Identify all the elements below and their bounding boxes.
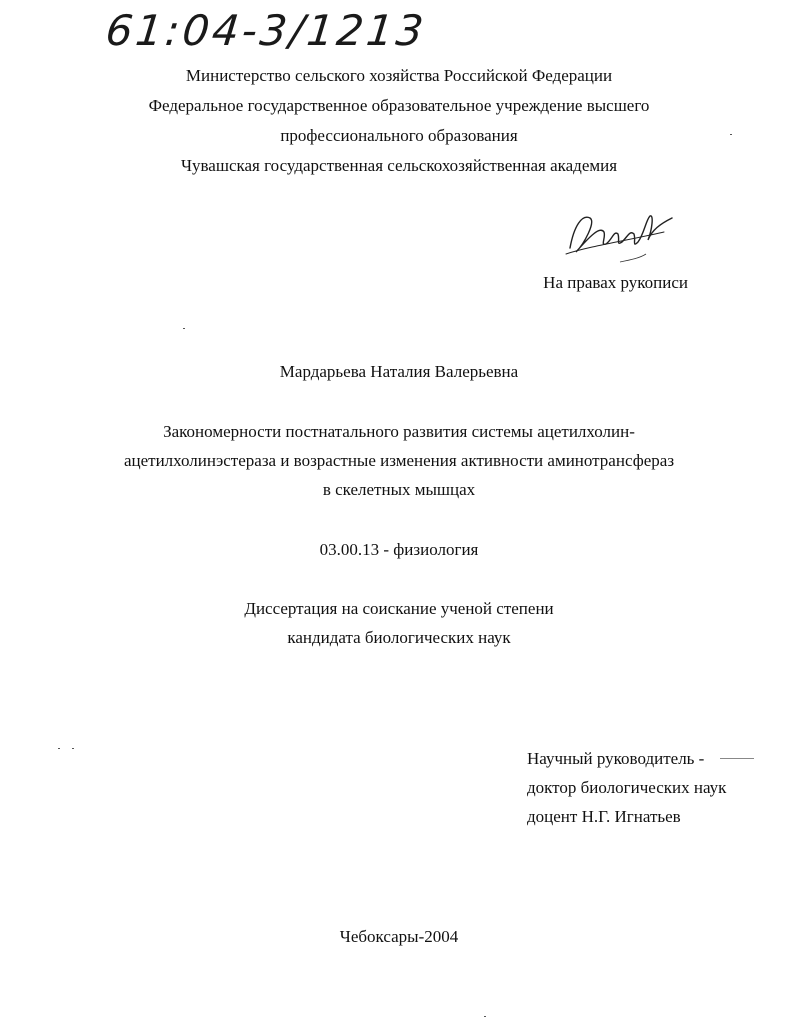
title-line-1: Закономерности постнатального развития системы ацетилхолин- — [163, 422, 635, 441]
author-signature — [560, 196, 680, 268]
place-year: Чебоксары-2004 — [339, 927, 459, 946]
scan-dash — [720, 758, 754, 759]
scan-speck — [484, 1016, 486, 1017]
scan-speck — [183, 328, 185, 329]
degree-line-2: кандидата биологических наук — [287, 628, 511, 647]
institution-line-4: Чувашская государственная сельскохозяйственная академия — [180, 156, 618, 175]
supervisor-line-1: Научный руководитель - — [527, 749, 705, 768]
supervisor-line-3: доцент Н.Г. Игнатьев — [527, 807, 681, 826]
institution-line-2: Федеральное государственное образовательное учреждение высшего — [148, 96, 650, 115]
scan-speck — [730, 134, 732, 135]
degree-line-1: Диссертация на соискание ученой степени — [244, 599, 554, 618]
archive-number-handwritten: 61:04-3/1213 — [103, 6, 429, 55]
manuscript-rights: На правах рукописи — [543, 273, 688, 292]
specialty-code: 03.00.13 - физиология — [319, 540, 479, 559]
scan-speck — [58, 748, 60, 749]
title-line-3: в скелетных мышцах — [322, 480, 476, 499]
title-line-2: ацетилхолинэстераза и возрастные изменения активности аминотрансфераз — [123, 451, 675, 470]
institution-line-3: профессионального образования — [280, 126, 518, 145]
author-name: Мардарьева Наталия Валерьевна — [279, 362, 519, 381]
supervisor-line-2: доктор биологических наук — [527, 778, 727, 797]
scan-speck — [72, 748, 74, 749]
institution-line-1: Министерство сельского хозяйства Российской Федерации — [185, 66, 613, 85]
